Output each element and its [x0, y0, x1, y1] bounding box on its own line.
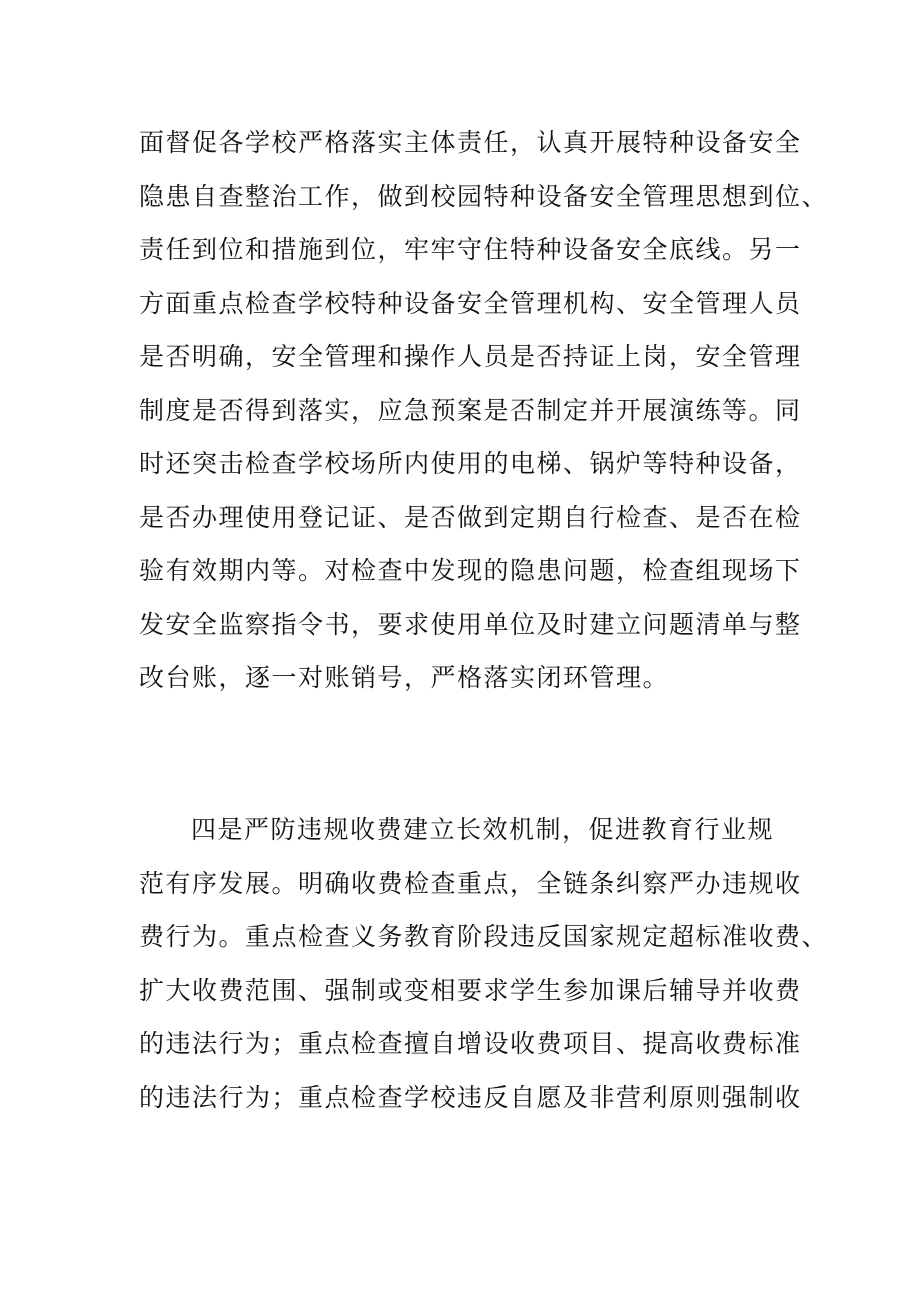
text-line: 责任到位和措施到位，牢牢守住特种设备安全底线。另一 [139, 235, 802, 264]
text-line: 费行为。重点检查义务教育阶段违反国家规定超标准收费、 [139, 922, 829, 951]
text-line: 是否明确，安全管理和操作人员是否持证上岗，安全管理 [139, 342, 802, 371]
text-line: 时还突击检查学校场所内使用的电梯、锅炉等特种设备， [139, 449, 802, 478]
text-line: 的违法行为；重点检查擅自增设收费项目、提高收费标准 [139, 1029, 802, 1058]
text-line: 制度是否得到落实，应急预案是否制定并开展演练等。同 [139, 395, 802, 425]
text-line: 的违法行为；重点检查学校违反自愿及非营利原则强制收 [139, 1082, 802, 1112]
text-line: 方面重点检查学校特种设备安全管理机构、安全管理人员 [139, 288, 802, 318]
text-line: 发安全监察指令书，要求使用单位及时建立问题清单与整 [139, 609, 802, 639]
text-line: 范有序发展。明确收费检查重点，全链条纠察严办违规收 [139, 868, 802, 898]
text-line: 隐患自查整治工作，做到校园特种设备安全管理思想到位、 [139, 181, 829, 211]
text-line: 扩大收费范围、强制或变相要求学生参加课后辅导并收费 [139, 975, 802, 1005]
text-line: 验有效期内等。对检查中发现的隐患问题，检查组现场下 [139, 556, 802, 585]
text-line: 面督促各学校严格落实主体责任，认真开展特种设备安全 [139, 128, 802, 157]
text-line: 是否办理使用登记证、是否做到定期自行检查、是否在检 [139, 502, 802, 532]
paragraph-special-equipment [139, 116, 829, 705]
text-line: 改台账，逐一对账销号，严格落实闭环管理。 [139, 663, 670, 692]
paragraph-fee-regulation [139, 803, 829, 1124]
text-line-indented: 四是严防违规收费建立长效机制，促进教育行业规 [191, 815, 775, 844]
